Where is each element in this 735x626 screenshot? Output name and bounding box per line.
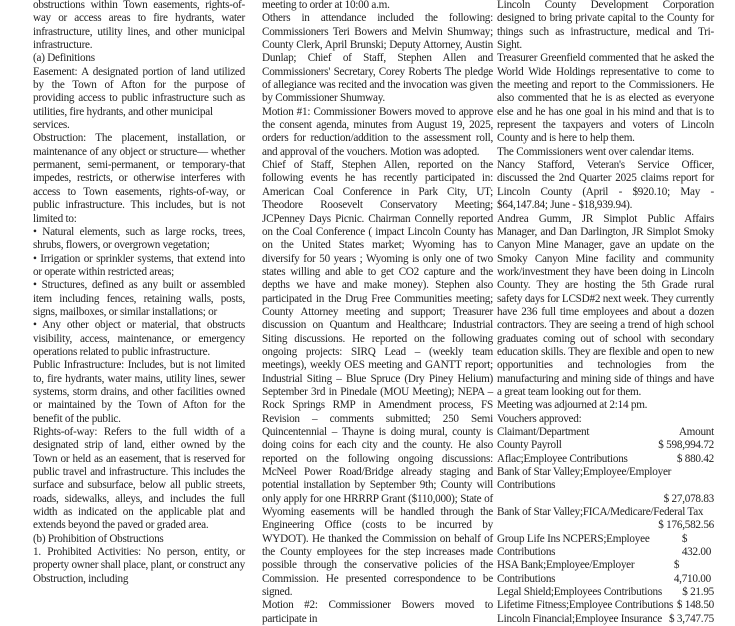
voucher-amount: $ 3,747.75 [668,612,714,625]
paragraph: Lincoln County Development Corporation designed to bring private capital to the County for things such as infrastructure, medical and Tri-Sight. [497,0,714,52]
column-2 [262,0,493,626]
paragraph: Nancy Stafford, Veteran's Service Officer, discussed the 2nd Quarter 2025 claims report for Lincoln County (April - $920.10; May - $64,147.84; June - $18,939.94). [497,159,714,212]
voucher-row [497,466,714,506]
voucher-amount: $ 598,994.72 [658,439,714,452]
paragraph: (b) Prohibition of Obstructions [33,532,164,545]
header-claimant: Claimant/Department [497,426,590,438]
paragraph: • Irrigation or sprinkler systems, that extend into or operate within restricted areas; [33,252,245,278]
voucher-claimant: Bank of Star Valley;Employee/Employer Contributions [497,466,672,492]
voucher-amount: $ 4,710.00 [673,559,711,585]
paragraph: services. [33,119,70,132]
paragraph: 1. Prohibited Activities: No person, entity, or property owner shall place, plant, or construct any Obstruction, including [33,546,245,585]
voucher-claimant: Aflac;Employee Contributions [497,452,628,465]
paragraph: (a) Definitions [33,52,95,65]
paragraph: Obstruction: The placement, installation, or maintenance of any object or structure— whether permanent, semi-permanent, or temporary-that impedes, restricts, or otherwise interferes with access to Town easements, rights-of-way, or public infrastructure. This includes, but is not limited to: [33,132,245,225]
voucher-claimant: County Payroll [497,439,562,452]
voucher-claimant: Bank of Star Valley;FICA/Medicare/Federal Tax [497,506,704,519]
vouchers-header [497,426,714,439]
paragraph: Meeting was adjourned at 2:14 pm. [497,399,648,412]
voucher-amount: $ 27,078.83 [663,492,714,505]
voucher-row [497,533,714,560]
column-3 [497,0,714,626]
paragraph: • Natural elements, such as large rocks, trees, shrubs, flowers, or overgrown vegetation; [33,225,245,252]
voucher-amount: $ 880.42 [676,452,714,465]
paragraph: • Any other object or material, that obstructs visibility, access, maintenance, or emergency operations related to public infrastructure. [33,319,245,358]
paragraph: Rights-of-way: Refers to the full width of a designated strip of land, either owned by the Town or held as an easement, that is reserved for public travel and infrastructure. This includes the surface and subsurface, below all public streets, roads, sidewalks, alleys, and includes the full width as indicated on the applicable plat and extends beyond the paved or graded area. [33,426,245,532]
voucher-amount: $ 148.50 [676,599,714,612]
paragraph: Public Infrastructure: Includes, but is not limited to, fire hydrants, water mains, utility lines, sewer systems, storm drains, and other facilities owned or maintained by the Town of Afton for the benefit of the public. [33,359,245,425]
voucher-row [497,439,714,452]
voucher-amount: $ 21.95 [682,586,714,599]
voucher-row [497,599,714,612]
paragraph: Vouchers approved: [497,412,582,425]
paragraph: Motion #2: Commissioner Bowers moved to participate in [262,599,493,625]
voucher-row [497,586,714,599]
voucher-claimant: Legal Shield;Employees Contributions [497,586,663,599]
paragraph: Motion #1: Commissioner Bowers moved to approve the consent agenda, minutes from August 19, 2025, orders for reduction/addition to the assessment roll, and approval of the vouchers. Motion was adopted. [262,105,493,158]
column-1 [33,0,245,586]
voucher-row [497,559,714,586]
paragraph: The Commissioners went over calendar items. [497,145,694,158]
paragraph: • Structures, defined as any built or assembled item including fences, retaining walls, posts, signs, mailboxes, or similar installations; or [33,279,245,318]
paragraph: meeting to order at 10:00 a.m. [262,0,390,11]
header-amount: Amount [678,426,714,438]
voucher-row [497,453,714,466]
voucher-row [497,613,714,626]
voucher-amount: $ 432.00 [681,532,712,559]
paragraph: Chief of Staff, Stephen Allen, reported on the following events he has recently participated in: American Coal Conference in Park City, UT; Theodore Roosevelt Conservatory Meeting; JCPenney Days Picnic. Chairman Connelly reported on the Coal Conference ( impact Lincoln County has on the United States market; Wyoming has to diversify for 50 years ; Wyoming is only one of two states willing and able to get CO2 capture and the depths we have and make money). Stephen also participated in the Drug Free Communities meeting; County Attorney meeting and support; Treasurer discussion on Quantum and Healthcare; Industrial Siting discussions. He reported on the following ongoing projects: SIRQ Lead – (weekly team meetings), weekly OES meeting and GANTT report; Industrial Siting – Blue Spruce (Dry Piney Helium) September 3rd in Pinedale (MOU Meeting); NEPA –Rock Springs RMP in Amendment process, FS Revision – comments submitted; 250 Semi Quincentennial – Thayne is doing mural, county is doing coins for each city and the county. He also reported on the following ongoing discussions: McNeel Power Road/Bridge already staging and potential installation by September 9th; County will only apply for one HRRRP Grant ($110,000); State of Wyoming easements will be handled through the Engineering Office (costs to be incurred by WYDOT). He thanked the Commission on behalf of the County employees for the step increases made possible through the conservative policies of the Commission. He presented correspondence to be signed. [262,159,493,599]
paragraph: Treasurer Greenfield commented that he asked the World Wide Holdings representative to come to the meeting and report to the Commissioners. He also commented that he is as elected as everyone else and he has one goal in his mind and that is to represent the taxpayers and voters of Lincoln County and is here to help them. [497,52,714,145]
paragraph: Easement: A designated portion of land utilized by the Town of Afton for the purpose of providing access to public infrastructure such as utilities, fire hydrants, and other municipal [33,65,245,118]
paragraph: obstructions within Town easements, rights-of-way or access areas to fire hydrants, water infrastructure, utility lines, and other municipal infrastructure. [33,0,245,52]
voucher-row [497,506,714,533]
vouchers-table [497,426,714,626]
paragraph: Andrea Gumm, JR Simplot Public Affairs Manager, and Dan Darlington, JR Simplot Smoky Canyon Mine Manager, gave an update on the Smoky Canyon Mine facility and community work/investment they have been doing in Lincoln County. They are hosting the 5th Grade rural safety days for LCSD#2 next week. They currently have 236 full time employees and about a dozen contractors. They are seeing a trend of high school graduates coming out of school with secondary education skills. They are flexible and open to new opportunities and technologies from the manufacturing and mining side of things and have a great team looking out for them. [497,212,714,398]
voucher-claimant: Group Life Ins NCPERS;Employee Contributions [497,532,650,559]
voucher-amount: $ 176,582.56 [658,519,714,532]
voucher-claimant: Lincoln Financial;Employee Insurance [497,612,662,625]
voucher-claimant: Lifetime Fitness;Employee Contributions [497,599,674,612]
paragraph: Others in attendance included the following: Commissioners Teri Bowers and Melvin Shumway; County Clerk, April Brunski; Deputy Attorney, Austin Dunlap; Chief of Staff, Stephen Allen and Commissioners' Secretary, Corey Roberts The pledge of allegiance was recited and the invocation was given by Commissioner Shumway. [262,12,493,105]
voucher-claimant: HSA Bank;Employee/Employer Contributions [497,559,635,585]
